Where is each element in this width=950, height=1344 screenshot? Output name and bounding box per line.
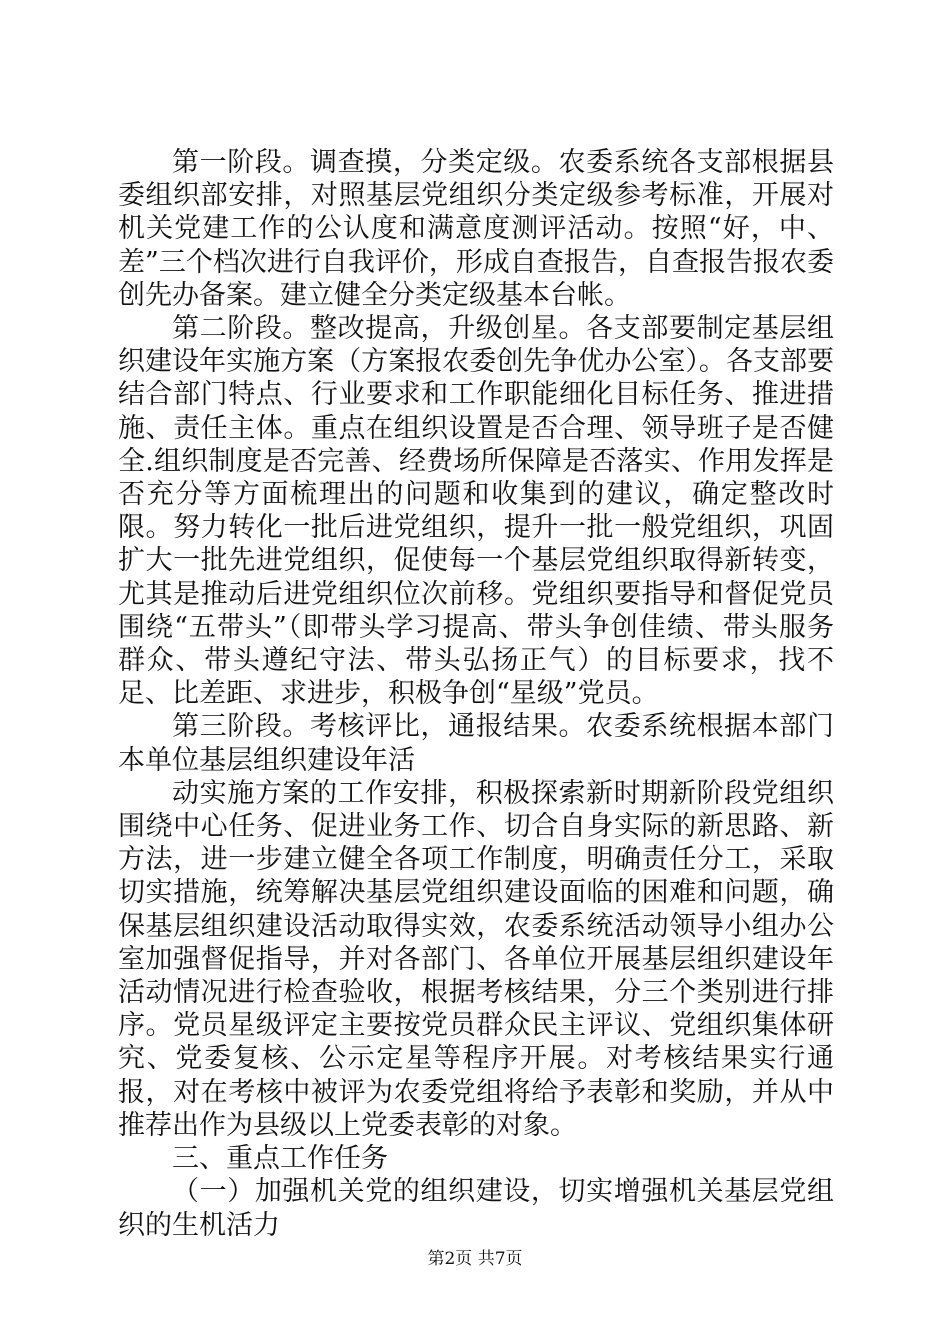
- paragraph-stage-three-continued: 动实施方案的工作安排，积极探索新时期新阶段党组织围绕中心任务、促进业务工作、切合自身实际的新思路、新方法，进一步建立健全各项工作制度，明确责任分工，采取切实措施，统筹解决基层党组织建设面临的困难和问题，确保基层组织建设活动取得实效，农委系统活动领导小组办公室加强督促指导，并对各部门、各单位开展基层组织建设年活动情况进行检查验收，根据考核结果，分三个类别进行排序。党员星级评定主要按党员群众民主评议、党组织集体研究、党委复核、公示定星等程序开展。对考核结果实行通报，对在考核中被评为农委党组将给予表彰和奖励，并从中推荐出作为县级以上党委表彰的对象。: [118, 777, 834, 1141]
- document-body: [118, 146, 834, 1242]
- section-heading-key-tasks: 三、重点工作任务: [172, 1143, 388, 1175]
- paragraph-stage-one: 第一阶段。调查摸，分类定级。农委系统各支部根据县委组织部安排，对照基层党组织分类定级参考标准，开展对机关党建工作的公认度和满意度测评活动。按照“好，中、差”三个档次进行自我评价，形成自查报告，自查报告报农委创先办备案。建立健全分类定级基本台帐。: [118, 147, 834, 311]
- subsection-heading-organization: （一）加强机关党的组织建设，切实增强机关基层党组织的生机活力: [118, 1176, 834, 1241]
- paragraph-stage-three-start: 第三阶段。考核评比，通报结果。农委系统根据本部门本单位基层组织建设年活: [118, 711, 834, 776]
- page-number-footer: 第2页 共7页: [427, 1249, 523, 1269]
- paragraph-stage-two: 第二阶段。整改提高，升级创星。各支部要制定基层组织建设年实施方案（方案报农委创先争优办公室）。各支部要结合部门特点、行业要求和工作职能细化目标任务、推进措施、责任主体。重点在组织设置是否合理、领导班子是否健全.组织制度是否完善、经费场所保障是否落实、作用发挥是否充分等方面梳理出的问题和收集到的建议，确定整改时限。努力转化一批后进党组织，提升一批一般党组织，巩固扩大一批先进党组织，促使每一个基层党组织取得新转变，尤其是推动后进党组织位次前移。党组织要指导和督促党员围绕“五带头”（即带头学习提高、带头争创佳绩、带头服务群众、带头遵纪守法、带头弘扬正气）的目标要求，找不足、比差距、求进步，积极争创“星级”党员。: [118, 313, 834, 710]
